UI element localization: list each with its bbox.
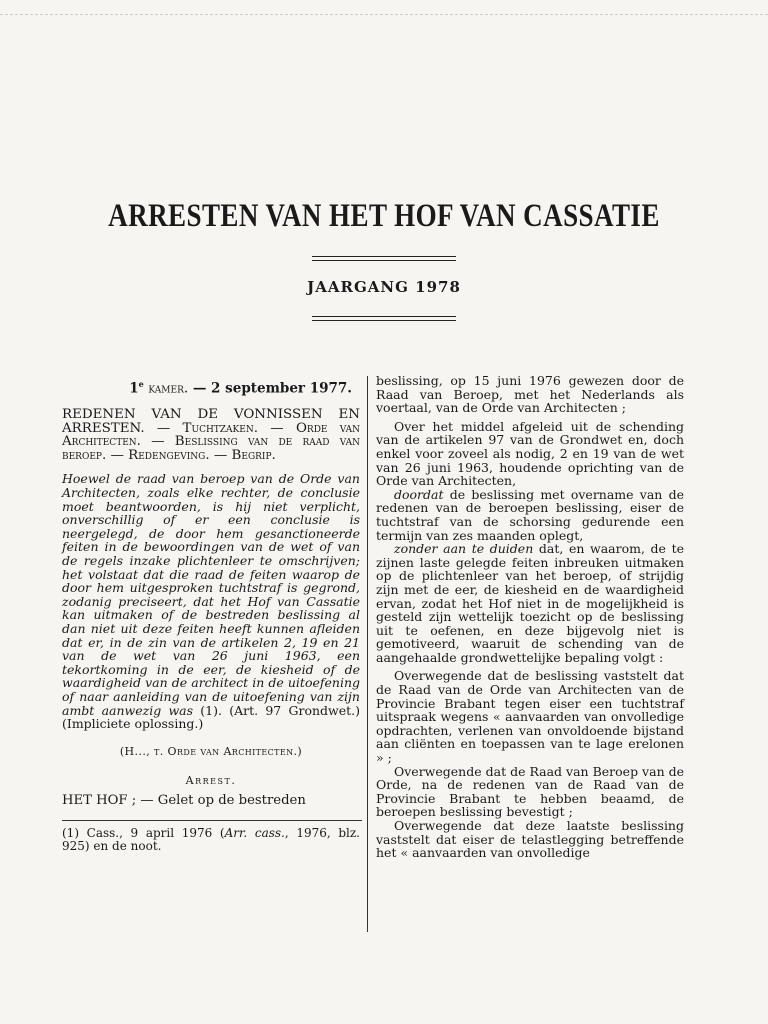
paragraph-doordat: doordat de beslissing met overname van de redenen van de beroepen beslissing, eiser de tuchtstraf van de schorsing gedurende een termijn van zes maanden oplegt,	[376, 486, 684, 543]
left-column	[62, 374, 360, 854]
paragraph-consideration-2: Overwegende dat de Raad van Beroep van de Orde, na de redenen van de Raad van de Provincie Brabant te hebben beaamd, de beroepen beslissing bevestigt ;	[376, 763, 684, 820]
paragraph-consideration-1: Overwegende dat de beslissing vaststelt dat de Raad van de Orde van Architecten van de Provincie Brabant tegen eiser een tuchtstraf uitspraak wegens « aanvaarden van onvolledige opdrachten, verlenen van onvoldoende bijstand aan cliënten en toepassen van te lage erelonen » ;	[376, 668, 684, 766]
title-rule-top-2	[312, 260, 456, 261]
right-column	[376, 374, 684, 860]
title-rule-bottom-1	[312, 316, 456, 317]
headnote-summary: Hoewel de raad van beroep van de Orde van Architecten, zoals elke rechter, de conclusie moet beantwoorden, is hij niet verplicht, onverschillig of er een conclusie is neergelegd, de door hem gesanctioneerde feiten in de bewoordingen van de wet of van de regels inzake plichtenleer te omschrijven; het volstaat dat die raad de feiten waarop de door hem uitgesproken tuchtstraf is gegrond, zodanig preciseert, dat het Hof van Cassatie kan uitmaken of de bestreden beslissing al dan niet uit deze feiten heeft kunnen afleiden dat er, in de zin van de artikelen 2, 19 en 21 van de wet van 26 juni 1963, een tekortkoming in de eer, de kiesheid of de waardigheid van de architect in de uitoefening of naar aanleiding van de uitoefening van zijn ambt aanwezig was (1). (Art. 97 Grondwet.) (Impliciete oplossing.)	[62, 471, 360, 732]
footnote: (1) Cass., 9 april 1976 (Arr. cass., 1976, blz. 925) en de noot.	[62, 825, 360, 854]
paragraph-consideration-3: Overwegende dat deze laatste beslissing vaststelt dat eiser de telastlegging betreffende het « aanvaarden van onvolledige	[376, 818, 684, 861]
title-rule-top-1	[312, 256, 456, 257]
footnote-rule	[62, 820, 362, 821]
scan-top-edge	[0, 0, 768, 15]
chamber-date-header: 1e kamer. — 2 september 1977.	[129, 379, 352, 397]
paragraph-zonder: zonder aan te duiden dat, en waarom, de te zijnen laste gelegde feiten inbreuken uitmaken op de plichtenleer van het beroep, of strijdig zijn met de eer, de kiesheid en de waardigheid ervan, zodat het Hof niet in de mogelijkheid is gesteld zijn wettelijk toezicht op de beslissing uit te oefenen, en deze bijgevolg niet is gemotiveerd, waaruit de schending van de aangehaalde grondwettelijke bepaling volgt :	[376, 541, 684, 665]
column-divider	[367, 376, 368, 932]
case-parties: (H..., t. Orde van Architecten.)	[119, 744, 303, 758]
paragraph-ground: Over het middel afgeleid uit de schending van de artikelen 97 van de Grondwet en, doch enkel voor zoveel als nodig, 2 en 19 van de wet van 26 juni 1963, houdende oprichting van de Orde van Architecten,	[376, 418, 684, 489]
headnote-keywords: REDENEN VAN DE VONNISSEN EN ARRESTEN. — Tuchtzaken. — Orde van Architecten. — Beslissing van de raad van beroep. — Redengeving. — Begrip.	[62, 407, 361, 463]
ruling-opening: HET HOF ; — Gelet op de bestreden	[62, 792, 306, 808]
paragraph-decision: beslissing, op 15 juni 1976 gewezen door de Raad van Beroep, met het Nederlands als voertaal, van de Orde van Architecten ;	[376, 373, 684, 416]
arrest-label: Arrest.	[185, 774, 237, 788]
page-title: ARRESTEN VAN HET HOF VAN CASSATIE	[108, 198, 660, 235]
volume-subtitle: JAARGANG 1978	[307, 278, 461, 296]
title-rule-bottom-2	[312, 320, 456, 321]
